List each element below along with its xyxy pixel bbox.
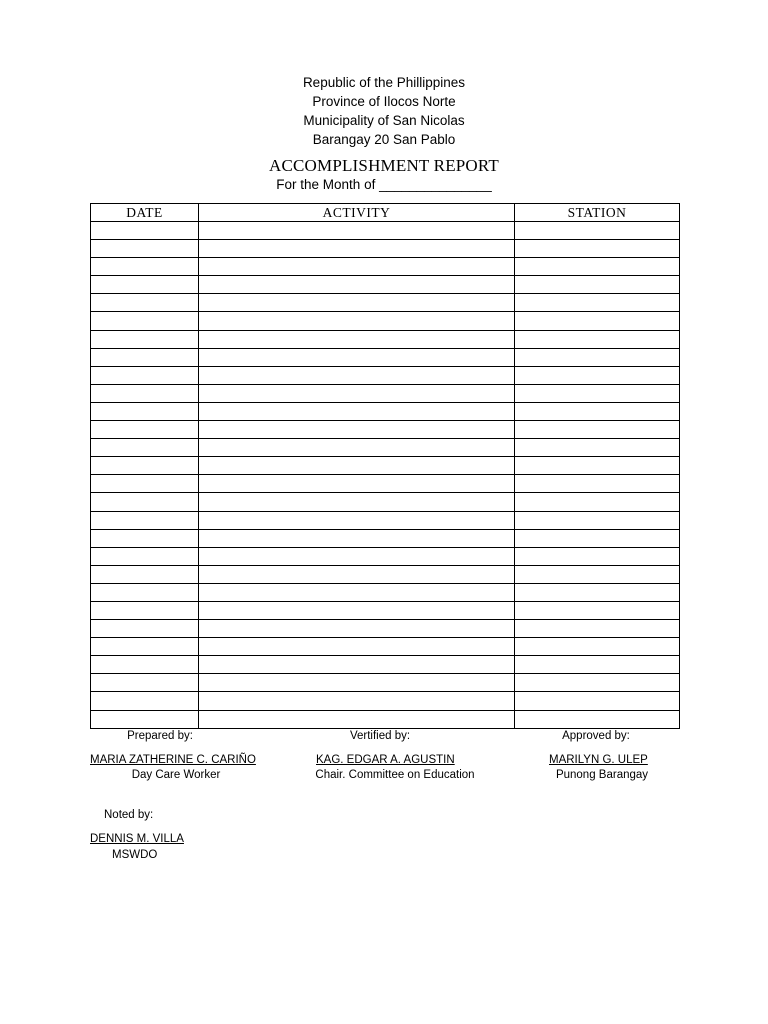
table-row: [91, 421, 680, 439]
date-cell: [91, 493, 199, 511]
date-cell: [91, 656, 199, 674]
activity-cell: [199, 384, 515, 402]
station-cell: [515, 258, 680, 276]
table-row: [91, 312, 680, 330]
table-row: [91, 620, 680, 638]
activity-cell: [199, 348, 515, 366]
date-cell: [91, 276, 199, 294]
date-cell: [91, 312, 199, 330]
month-line: For the Month of _______________: [276, 177, 492, 192]
table-header-row: [91, 204, 680, 222]
prepared-by-position: Day Care Worker: [131, 769, 221, 781]
station-cell: [515, 240, 680, 258]
station-cell: [515, 384, 680, 402]
date-cell: [91, 294, 199, 312]
date-cell: [91, 547, 199, 565]
station-cell: [515, 294, 680, 312]
station-cell: [515, 457, 680, 475]
station-cell: [515, 348, 680, 366]
approved-by-name: MARILYN G. ULEP: [549, 754, 648, 766]
activity-cell: [199, 529, 515, 547]
verified-by-position: Chair. Committee on Education: [315, 769, 475, 781]
activity-cell: [199, 493, 515, 511]
table-row: [91, 258, 680, 276]
station-cell: [515, 222, 680, 240]
table-row: [91, 439, 680, 457]
activity-cell: [199, 439, 515, 457]
table-row: [91, 692, 680, 710]
date-cell: [91, 457, 199, 475]
table-row: [91, 348, 680, 366]
station-cell: [515, 421, 680, 439]
approved-by-label: Approved by:: [562, 730, 630, 742]
activity-cell: [199, 457, 515, 475]
date-cell: [91, 330, 199, 348]
date-cell: [91, 384, 199, 402]
date-cell: [91, 529, 199, 547]
station-cell: [515, 330, 680, 348]
table-row: [91, 384, 680, 402]
table-row: [91, 529, 680, 547]
station-cell: [515, 529, 680, 547]
station-cell: [515, 547, 680, 565]
activity-cell: [199, 475, 515, 493]
station-cell: [515, 638, 680, 656]
station-cell: [515, 583, 680, 601]
noted-by-name: DENNIS M. VILLA: [90, 833, 184, 845]
table-row: [91, 475, 680, 493]
header-republic: Republic of the Phillippines: [302, 75, 466, 90]
activity-cell: [199, 294, 515, 312]
date-cell: [91, 402, 199, 420]
station-cell: [515, 710, 680, 728]
table-row: [91, 601, 680, 619]
activity-cell: [199, 276, 515, 294]
table-row: [91, 330, 680, 348]
station-cell: [515, 312, 680, 330]
table-row: [91, 674, 680, 692]
header-province: Province of Ilocos Norte: [312, 94, 456, 109]
verified-by-label: Vertified by:: [349, 730, 411, 742]
date-cell: [91, 692, 199, 710]
date-cell: [91, 439, 199, 457]
activity-cell: [199, 366, 515, 384]
activity-cell: [199, 240, 515, 258]
station-cell: [515, 601, 680, 619]
report-table: [90, 203, 680, 729]
date-cell: [91, 421, 199, 439]
date-cell: [91, 565, 199, 583]
column-header-date: DATE: [91, 204, 199, 222]
table-row: [91, 656, 680, 674]
activity-cell: [199, 692, 515, 710]
table-row: [91, 710, 680, 728]
activity-cell: [199, 620, 515, 638]
station-cell: [515, 656, 680, 674]
activity-cell: [199, 565, 515, 583]
station-cell: [515, 366, 680, 384]
header-municipality: Municipality of San Nicolas: [303, 113, 465, 128]
activity-cell: [199, 710, 515, 728]
table-row: [91, 457, 680, 475]
station-cell: [515, 620, 680, 638]
date-cell: [91, 583, 199, 601]
station-cell: [515, 276, 680, 294]
date-cell: [91, 620, 199, 638]
activity-cell: [199, 312, 515, 330]
prepared-by-name: MARIA ZATHERINE C. CARIÑO: [90, 754, 256, 766]
date-cell: [91, 710, 199, 728]
activity-cell: [199, 258, 515, 276]
noted-by-position: MSWDO: [112, 849, 158, 861]
activity-cell: [199, 222, 515, 240]
table-row: [91, 402, 680, 420]
prepared-by-label: Prepared by:: [127, 730, 193, 742]
date-cell: [91, 348, 199, 366]
station-cell: [515, 475, 680, 493]
station-cell: [515, 402, 680, 420]
activity-cell: [199, 583, 515, 601]
date-cell: [91, 366, 199, 384]
table-row: [91, 547, 680, 565]
station-cell: [515, 511, 680, 529]
table-body: [91, 222, 680, 729]
report-title: ACCOMPLISHMENT REPORT: [268, 156, 500, 175]
activity-cell: [199, 656, 515, 674]
column-header-station: STATION: [515, 204, 680, 222]
station-cell: [515, 692, 680, 710]
activity-cell: [199, 511, 515, 529]
station-cell: [515, 493, 680, 511]
header-barangay: Barangay 20 San Pablo: [312, 132, 456, 147]
table-row: [91, 565, 680, 583]
table-row: [91, 511, 680, 529]
activity-cell: [199, 421, 515, 439]
table-row: [91, 366, 680, 384]
date-cell: [91, 674, 199, 692]
activity-cell: [199, 638, 515, 656]
station-cell: [515, 674, 680, 692]
station-cell: [515, 565, 680, 583]
noted-by-label: Noted by:: [104, 809, 154, 821]
activity-cell: [199, 547, 515, 565]
date-cell: [91, 601, 199, 619]
verified-by-name: KAG. EDGAR A. AGUSTIN: [316, 754, 455, 766]
date-cell: [91, 258, 199, 276]
date-cell: [91, 222, 199, 240]
table-row: [91, 276, 680, 294]
station-cell: [515, 439, 680, 457]
date-cell: [91, 511, 199, 529]
activity-cell: [199, 402, 515, 420]
column-header-activity: ACTIVITY: [199, 204, 515, 222]
table-row: [91, 240, 680, 258]
activity-cell: [199, 601, 515, 619]
table-row: [91, 294, 680, 312]
activity-cell: [199, 674, 515, 692]
table-row: [91, 638, 680, 656]
approved-by-position: Punong Barangay: [555, 769, 649, 781]
date-cell: [91, 638, 199, 656]
table-row: [91, 222, 680, 240]
date-cell: [91, 475, 199, 493]
activity-cell: [199, 330, 515, 348]
table-row: [91, 493, 680, 511]
date-cell: [91, 240, 199, 258]
table-row: [91, 583, 680, 601]
